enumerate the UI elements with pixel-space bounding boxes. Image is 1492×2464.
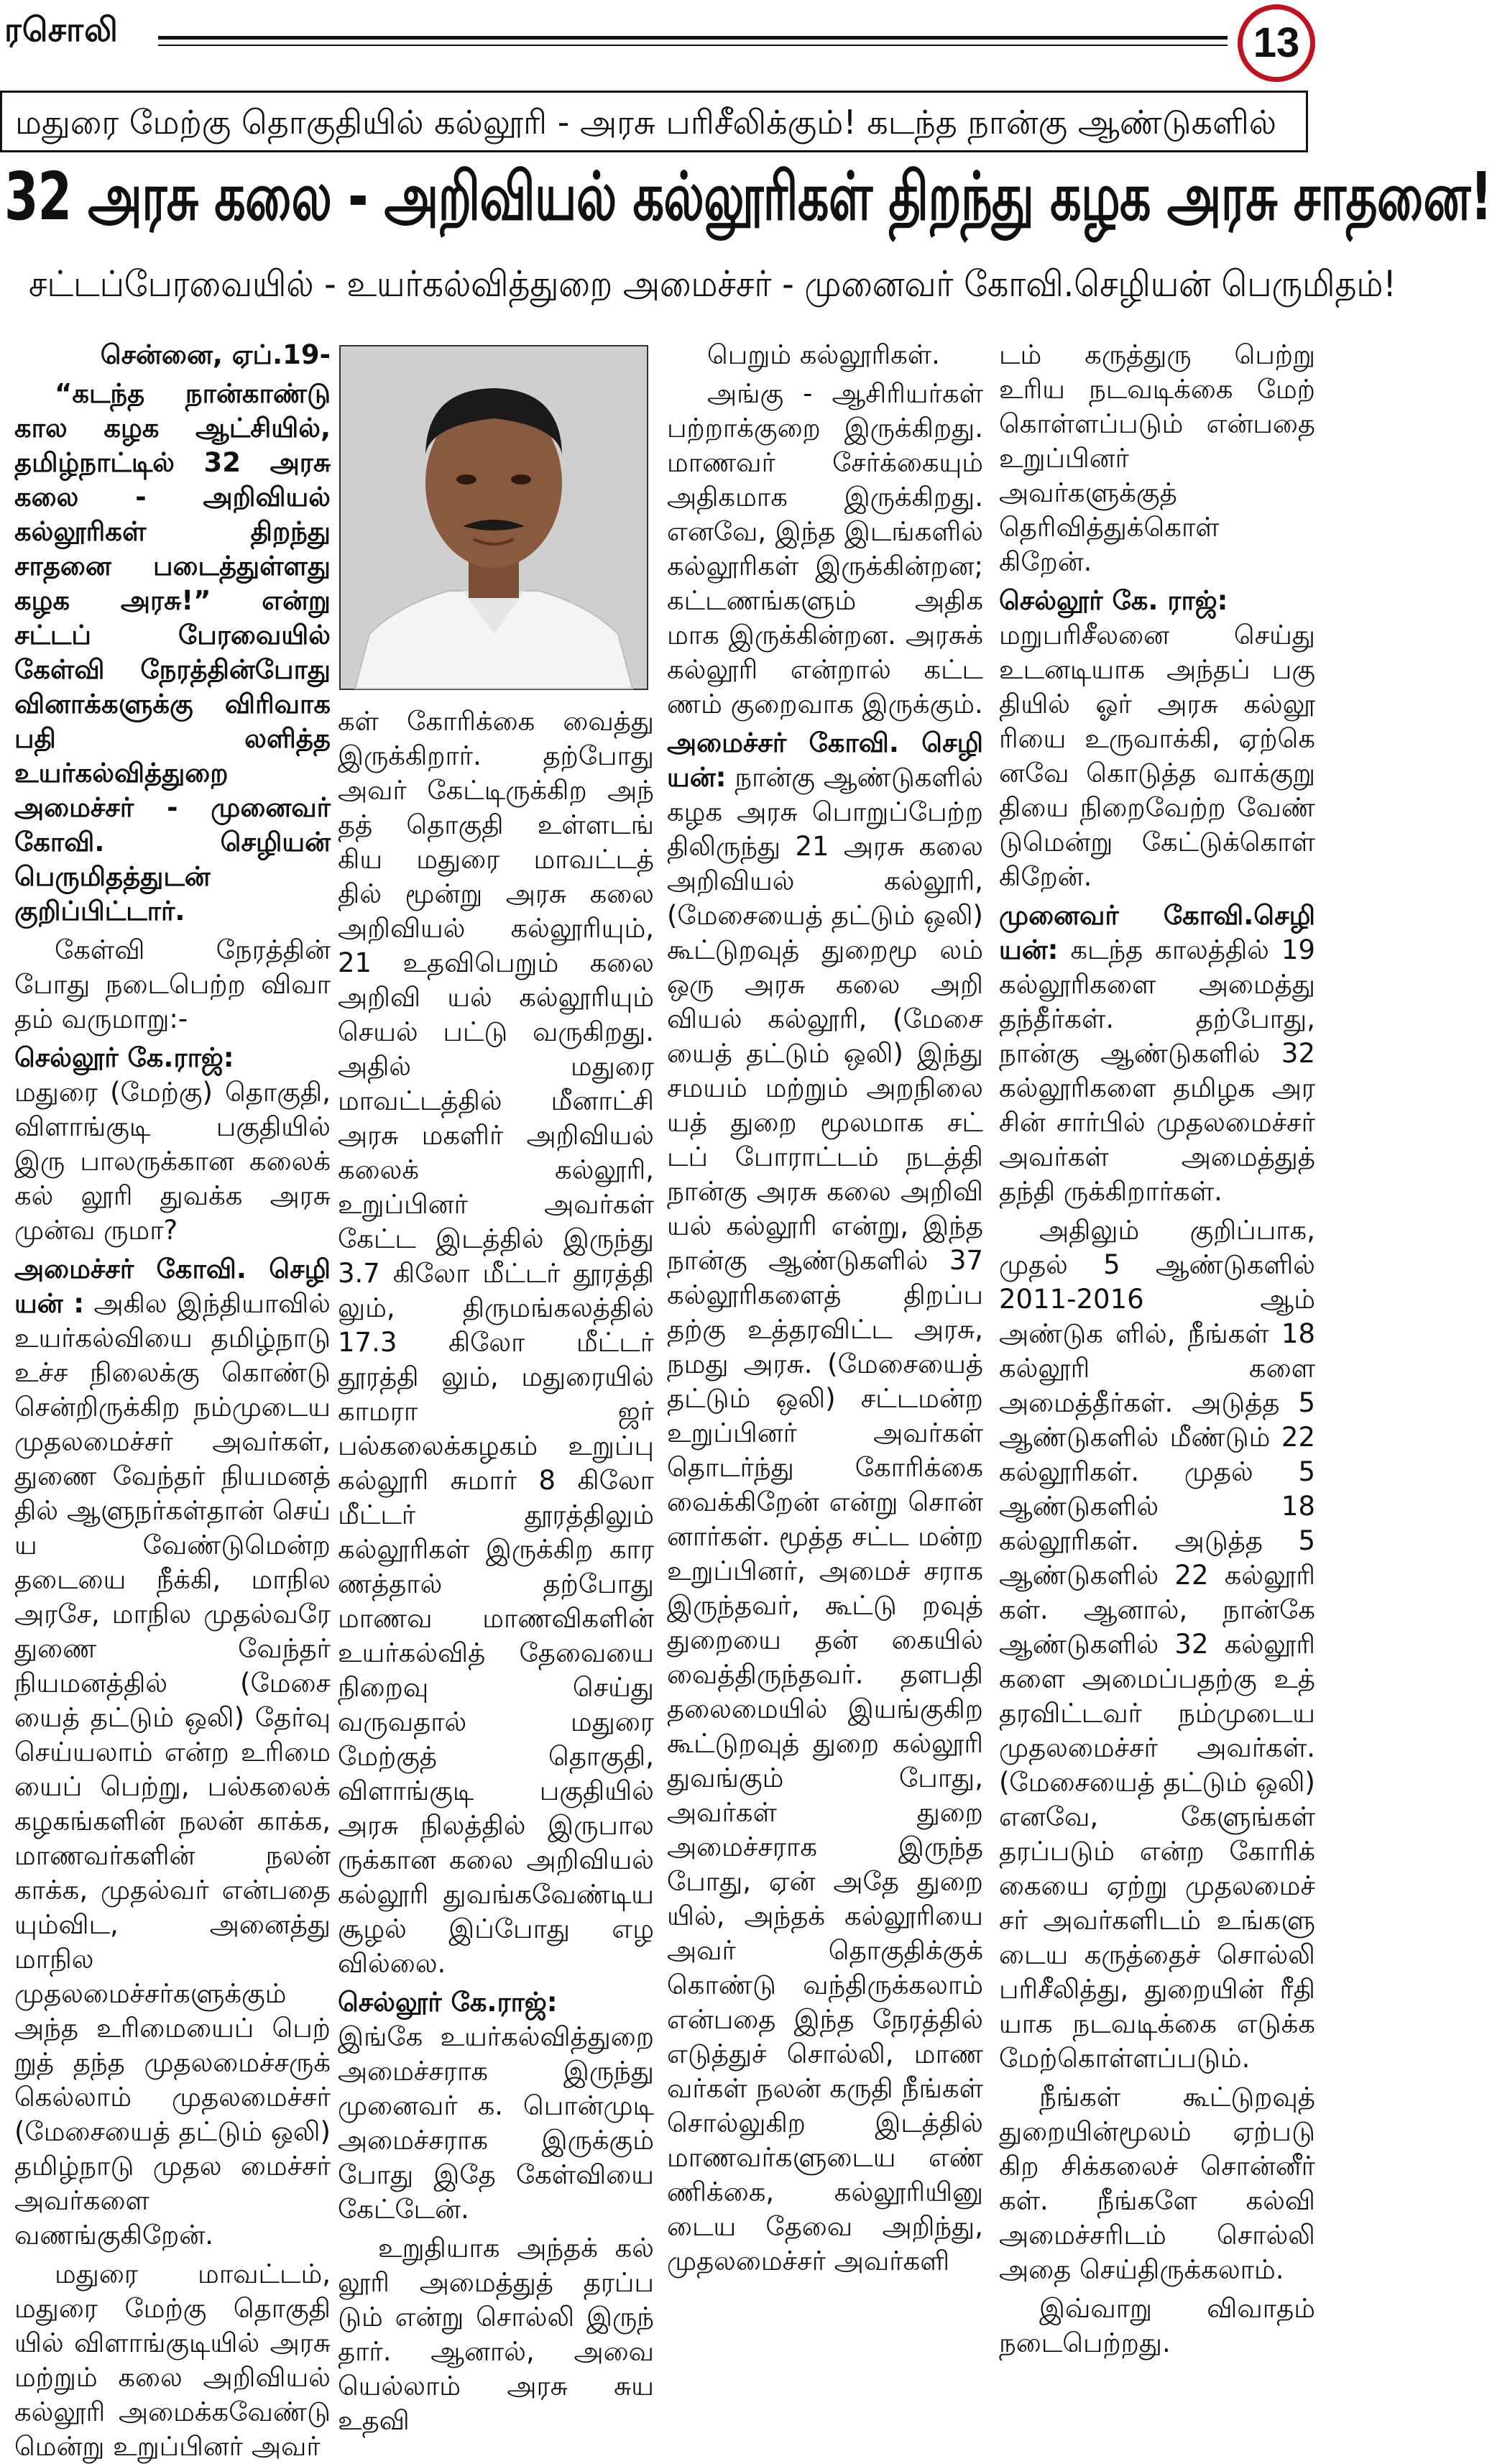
dateline: சென்னை, ஏப்.19- [100, 339, 331, 370]
paragraph: அதிலும் குறிப்பாக, முதல் 5 ஆண்டுகளில் 2011-2016 ஆம் அண்டுக ளில், நீங்கள் 18 கல்லூரி களை அமைத்தீர்கள். அடுத்த 5 ஆண்டுகளில் மீண்டும் 22 கல்லூரிகள். முதல் 5 ஆண்டுகளில் 18 கல்லூரிகள். அடுத்த 5 ஆண்டுகளில் 22 கல்லூரி கள். ஆனால், நான்கே ஆண்டுகளில் 32 கல்லூரி களை அமைப்பதற்கு உத் தரவிட்டவர் நம்முடைய முதலமைச்சர் அவர்கள். (மேசையைத் தட்டும் ஒலி) எனவே, கேளுங்கள் தரப்படும் என்ற கோரிக் கையை ஏற்று முதலமைச் சர் அவர்களிடம் உங்களு டைய கருத்தைச் சொல்லி பரிசீலித்து, துறையின் ரீதி யாக நடவடிக்கை எடுக்க மேற்கொள்ளப்படும். [999, 1215, 1315, 2074]
speaker-paragraph [14, 1041, 331, 1248]
masthead-rule-thin [158, 45, 1228, 46]
headline-text: 32 அரசு கலை - அறிவியல் கல்லூரிகள் திறந்து கழக அரசு சாதனை! [4, 158, 1492, 235]
speaker-paragraph [999, 584, 1315, 894]
paragraph: நீங்கள் கூட்டுறவுத் துறையின்மூலம் ஏற்படு கிற சிக்கலைச் சொன்னீர் கள். நீங்களே கல்வி அமைச்சரிடம் சொல்லி அதை செய்திருக்கலாம். [999, 2082, 1315, 2285]
masthead [0, 0, 1321, 86]
speaker-name: செல்லூர் கே.ராஜ்: [338, 1987, 558, 2018]
portrait-image [341, 346, 647, 689]
lead-paragraph: “கடந்த நான்காண்டு கால கழக ஆட்சியில், தமிழ்நாட்டில் 32 அரசு கலை - அறிவியல் கல்லூரிகள் திறந்து சாதனை படைத்துள்ளது கழக அரசு!” என்று சட்டப் பேரவையில் கேள்வி நேரத்தின்போது வினாக்களுக்கு விரிவாக பதி லளித்த உயர்கல்வித்துறை அமைச்சர் - முனைவர் கோவி. செழியன் பெருமிதத்துடன் குறிப்பிட்டார். [14, 378, 331, 927]
kicker-text: மதுரை மேற்கு தொகுதியில் கல்லூரி - அரசு பரிசீலிக்கும்! கடந்த நான்கு ஆண்டுகளில் [15, 103, 1277, 142]
speaker-paragraph [338, 1985, 654, 2227]
speaker-name: செல்லூர் கே. ராஜ்: [999, 585, 1228, 616]
paragraph: கள் கோரிக்கை வைத்து இருக்கிறார். தற்போது அவர் கேட்டிருக்கிற அந் தத் தொகுதி உள்ளடங் கிய மதுரை மாவட்டத் தில் மூன்று அரசு கலை அறிவியல் கல்லூரியும், 21 உதவிபெறும் கலை அறிவி யல் கல்லூரியும் செயல் பட்டு வருகிறது. அதில் மதுரை மாவட்டத்தில் மீனாட்சி அரசு மகளிர் அறிவியல் கலைக் கல்லூரி, உறுப்பினர் அவர்கள் கேட்ட இடத்தில் இருந்து 3.7 கிலோ மீட்டர் தூரத்தி லும், திருமங்கலத்தில் 17.3 கிலோ மீட்டர் தூரத்தி லும், மதுரையில் காமரா ஜர் பல்கலைக்கழகம் உறுப்பு கல்லூரி சுமார் 8 கிலோ மீட்டர் தூரத்திலும் கல்லூரிகள் இருக்கிற கார ணத்தால் தற்போது மாணவ மாணவிகளின் உயர்கல்வித் தேவையை நிறைவு செய்து வருவதால் மதுரை மேற்குத் தொகுதி, விளாங்குடி பகுதியில் அரசு நிலத்தில் இருபால ருக்கான கலை அறிவியல் கல்லூரி துவங்கவேண்டிய சூழல் இப்போது எழ வில்லை. [338, 706, 654, 1979]
article-column-3 [667, 338, 983, 2286]
speech-text: அகில இந்தியாவில் உயர்கல்வியை தமிழ்நாடு உச்ச நிலைக்கு கொண்டு சென்றிருக்கிற நம்முடைய முதலமைச்சர் அவர்கள், துணை வேந்தர் நியமனத் தில் ஆளுநர்கள்தான் செய் ய வேண்டுமென்ற தடையை நீக்கி, மாநில அரசே, மாநில முதல்வரே துணை வேந்தர் நியமனத்தில் (மேசை யைத் தட்டும் ஒலி) தேர்வு செய்யலாம் என்ற உரிமை யைப் பெற்று, பல்கலைக் கழகங்களின் நலன் காக்க, மாணவர்களின் நலன் காக்க, முதல்வர் என்பதை யும்விட, அனைத்து மாநில முதலமைச்சர்களுக்கும் அந்த உரிமையைப் பெற் றுத் தந்த முதலமைச்சருக் கெல்லாம் முதலமைச்சர் (மேசையைத் தட்டும் ஒலி) தமிழ்நாடு முதல மைச்சர் அவர்களை வணங்குகிறேன். [14, 1288, 331, 2251]
speech-text: நான்கு ஆண்டுகளில் கழக அரசு பொறுப்பேற்ற திலிருந்து 21 அரசு கலை அறிவியல் கல்லூரி, (மேசையைத் தட்டும் ஒலி) கூட்டுறவுத் துறைமூ லம் ஒரு அரசு கலை அறி வியல் கல்லூரி, (மேசை யைத் தட்டும் ஒலி) இந்து சமயம் மற்றும் அறநிலை யத் துறை மூலமாக சட் டப் போராட்டம் நடத்தி நான்கு அரசு கலை அறிவி யல் கல்லூரி என்று, இந்த நான்கு ஆண்டுகளில் 37 கல்லூரிகளைத் திறப்ப தற்கு உத்தரவிட்ட அரசு, நமது அரசு. (மேசையைத் தட்டும் ஒலி) சட்டமன்ற உறுப்பினர் அவர்கள் தொடர்ந்து கோரிக்கை வைக்கிறேன் என்று சொன் னார்கள். மூத்த சட்ட மன்ற உறுப்பினர், அமைச் சராக இருந்தவர், கூட்டு றவுத் துறையை தன் கையில் வைத்திருந்தவர். தளபதி தலைமையில் இயங்குகிற கூட்டுறவுத் துறை கல்லூரி துவங்கும் போது, அவர்கள் துறை அமைச்சராக இருந்த போது, ஏன் அதே துறை யில், அந்தக் கல்லூரியை அவர் தொகுதிக்குக் கொண்டு வந்திருக்கலாம் என்பதை இந்த நேரத்தில் எடுத்துச் சொல்லி, மாண வர்கள் நலன் கருதி நீங்கள் சொல்லுகிற இடத்தில் மாணவர்களுடைய எண் ணிக்கை, கல்லூரியினு டைய தேவை அறிந்து, முதலமைச்சர் அவர்களி [667, 762, 984, 2276]
headline [4, 158, 1492, 252]
page-number-badge: 13 [1238, 4, 1315, 82]
speaker-paragraph [999, 898, 1315, 1209]
paragraph: டம் கருத்துரு பெற்று உரிய நடவடிக்கை மேற் கொள்ளப்படும் என்பதை உறுப்பினர் அவர்களுக்குத் தெரிவித்துக்கொள் கிறேன். [999, 339, 1315, 577]
speech-text: மதுரை (மேற்கு) தொகுதி, விளாங்குடி பகுதியில் இரு பாலருக்கான கலைக் கல் லூரி துவக்க அரசு முன்வ ருமா? [14, 1077, 331, 1246]
speaker-name: செல்லூர் கே.ராஜ்: [14, 1042, 234, 1073]
article-column-1 [14, 338, 331, 2462]
kicker-box [0, 91, 1308, 152]
speaker-name: முனைவர் கோவி.செழி யன்: [999, 900, 1315, 965]
subheadline-text: சட்டப்பேரவையில் - உயர்கல்வித்துறை அமைச்சர் - முனைவர் கோவி.செழியன் பெருமிதம்! [29, 263, 1396, 305]
speaker-paragraph [14, 1252, 331, 2253]
paragraph: இவ்வாறு விவாதம் நடைபெற்றது. [999, 2293, 1315, 2358]
masthead-rule [158, 36, 1228, 40]
speaker-name: அமைச்சர் கோவி. செழி யன்: [667, 727, 983, 793]
subheadline [29, 263, 1396, 321]
speech-text: கடந்த காலத்தில் 19 கல்லூரிகளை அமைத்து தந்தீர்கள். தற்போது, நான்கு ஆண்டுகளில் 32 கல்லூரிகளை தமிழக அர சின் சார்பில் முதலமைச்சர் அவர்கள் அமைத்துத் தந்தி ருக்கிறார்கள். [999, 934, 1315, 1207]
article-column-4 [999, 338, 1315, 2358]
paragraph: உறுதியாக அந்தக் கல் லூரி அமைத்துத் தரப்ப டும் என்று சொல்லி இருந் தார். ஆனால், அவை யெல்லாம் அரசு சுய உதவி [338, 2233, 654, 2436]
paragraph: மதுரை மாவட்டம், மதுரை மேற்கு தொகுதி யில் விளாங்குடியில் அரசு மற்றும் கலை அறிவியல் கல்லூரி அமைக்கவேண்டு மென்று உறுப்பினர் அவர் [14, 2258, 331, 2462]
paragraph: கேள்வி நேரத்தின் போது நடைபெற்ற விவா தம் வருமாறு:- [14, 934, 331, 1034]
newspaper-name: ரசொலி [4, 10, 119, 49]
speech-text: மறுபரிசீலனை செய்து உடனடியாக அந்தப் பகு தியில் ஓர் அரசு கல்லூ ரியை உருவாக்கி, ஏற்கெ னவே கொடுத்த வாக்குறு தியை நிறைவேற்ற வேண் டுமென்று கேட்டுக்கொள் கிறேன். [999, 620, 1315, 892]
minister-photo [339, 345, 648, 690]
speech-text: இங்கே உயர்கல்வித்துறை அமைச்சராக இருந்து முனைவர் க. பொன்முடி அமைச்சராக இருக்கும் போது இதே கேள்வியை கேட்டேன். [338, 2021, 654, 2225]
speaker-name: அமைச்சர் கோவி. செழி யன் : [14, 1254, 331, 1319]
paragraph: பெறும் கல்லூரிகள். [707, 339, 940, 370]
speaker-paragraph [667, 726, 983, 2279]
article-column-2 [338, 704, 654, 2436]
paragraph: அங்கு - ஆசிரியர்கள் பற்றாக்குறை இருக்கிறது. மாணவர் சேர்க்கையும் அதிகமாக இருக்கிறது. எனவே, இந்த இடங்களில் கல்லூரிகள் இருக்கின்றன; கட்டணங்களும் அதிக மாக இருக்கின்றன. அரசுக் கல்லூரி என்றால் கட்ட ணம் குறைவாக இருக்கும். [667, 378, 983, 720]
